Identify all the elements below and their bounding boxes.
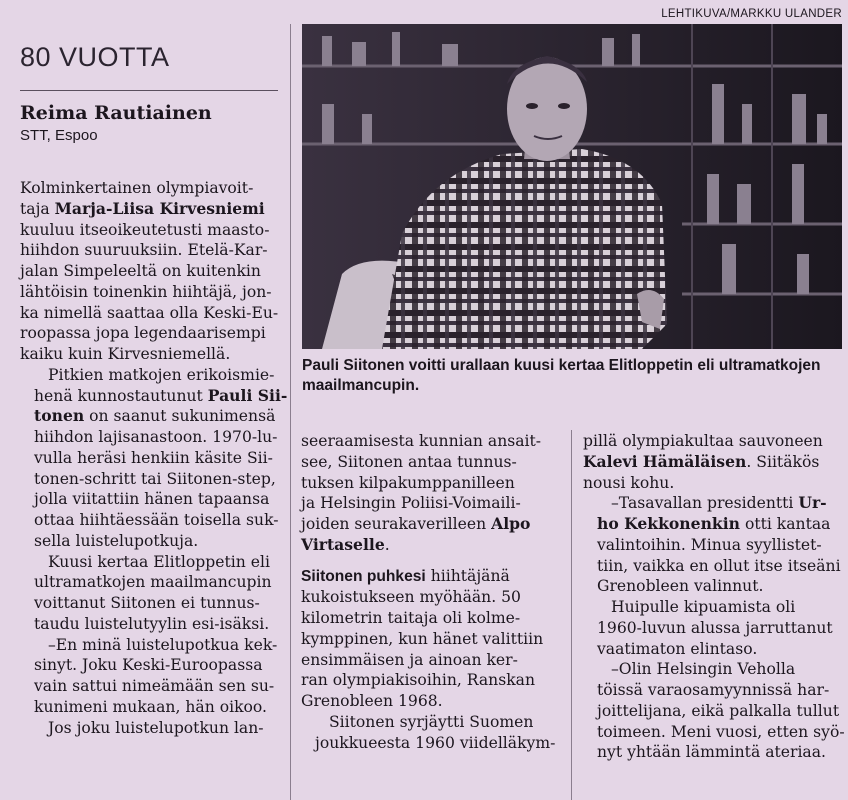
bold-name: Alpo bbox=[491, 514, 531, 533]
text-line: –En minä luistelupotkua kek- bbox=[48, 635, 278, 654]
text-line: pillä olympiakultaa sauvoneen bbox=[583, 432, 823, 450]
text-line: vulla heräsi henkiin käsite Sii- bbox=[34, 448, 273, 467]
text-line: –Olin Helsingin Veholla bbox=[611, 660, 796, 679]
text-line: nousi kohu. bbox=[583, 473, 675, 492]
kicker-rule bbox=[20, 90, 278, 91]
text-line: Grenobleen valinnut. bbox=[597, 577, 764, 596]
article-column-1 bbox=[20, 178, 288, 738]
text-line: henä kunnostautunut Pauli Sii- bbox=[34, 385, 288, 405]
text-line: seeraamisesta kunnian ansait- bbox=[301, 432, 542, 450]
text-line: ho Kekkonenkin otti kantaa bbox=[597, 514, 831, 533]
bold-name: Pauli Sii- bbox=[207, 385, 288, 405]
text-line: kaiku kuin Kirvesniemellä. bbox=[20, 345, 231, 363]
text-line: tiin, vaikka en ollut itse itseäni bbox=[597, 556, 841, 575]
text-line: roopassa jopa legendaarisempi bbox=[20, 324, 266, 343]
paragraph bbox=[20, 718, 282, 739]
text-line: kunimeni mukaan, hän oikoo. bbox=[34, 697, 267, 716]
bold-name: Ur- bbox=[798, 493, 827, 513]
text-line: ensimmäisen ja ainoan ker- bbox=[301, 650, 518, 669]
text-line: vain sattui nimeämään sen su- bbox=[34, 677, 275, 695]
text-line: tonen-schritt tai Siitonen-step, bbox=[34, 469, 276, 488]
article-column-3 bbox=[583, 431, 845, 763]
text-line: nyt yhtään lämmintä ateriaa. bbox=[597, 743, 826, 762]
text-line: ja Helsingin Poliisi-Voimaili- bbox=[301, 494, 521, 513]
text-line: ultramatkojen maailmancupin bbox=[34, 573, 272, 592]
photo-caption: Pauli Siitonen voitti urallaan kuusi kertaa Elitloppetin eli ultramatkojen maailmancupin. bbox=[302, 357, 821, 394]
text-line: kymppinen, kun hänet valittiin bbox=[301, 629, 544, 648]
text-line: 1960-luvun alussa jarruttanut bbox=[597, 618, 833, 637]
text-line: ottaa hiihtäessään toisella suk- bbox=[34, 511, 279, 529]
text-line: kilometrin taitaja oli kolme- bbox=[301, 609, 521, 627]
text-line: taja Marja-Liisa Kirvesniemi bbox=[20, 198, 265, 218]
text-line: tuksen kilpakumppanilleen bbox=[301, 473, 515, 492]
author-name: Reima Rautiainen bbox=[20, 102, 212, 124]
paragraph bbox=[583, 493, 841, 597]
text-line: joukkueesta 1960 viidelläkym- bbox=[315, 733, 556, 752]
text-line: kukoistukseen myöhään. 50 bbox=[301, 588, 521, 607]
text-line: –Tasavallan presidentti Ur- bbox=[611, 493, 827, 513]
text-line: jolla viitattiin hänen tapaansa bbox=[34, 490, 270, 509]
section-kicker: 80 VUOTTA bbox=[20, 42, 170, 72]
paragraph bbox=[20, 178, 282, 365]
paragraph bbox=[583, 597, 841, 659]
text-line: sinyt. Joku Keski-Euroopassa bbox=[34, 656, 263, 675]
bold-name: ho Kekkonenkin bbox=[597, 514, 740, 533]
text-line: lähtöisin toinenkin hiihtäjä, jon- bbox=[20, 282, 272, 301]
text-line: Kolminkertainen olympiavoit- bbox=[20, 179, 254, 197]
text-line: valintoihin. Minua syyllistet- bbox=[597, 535, 822, 554]
dateline: STT, Espoo bbox=[20, 127, 98, 144]
text-line: see, Siitonen antaa tunnus- bbox=[301, 452, 517, 471]
bold-name: tonen bbox=[34, 406, 85, 426]
paragraph bbox=[20, 635, 282, 718]
bold-name: Kalevi Hämäläisen bbox=[583, 451, 747, 471]
text-line: kuuluu itseoikeutetusti maasto- bbox=[20, 220, 270, 239]
text-line: Virtaselle. bbox=[301, 534, 390, 554]
text-line: tonen on saanut sukunimensä bbox=[34, 406, 276, 426]
text-line: Kuusi kertaa Elitloppetin eli bbox=[48, 552, 270, 571]
text-line: Kalevi Hämäläisen. Siitäkös bbox=[583, 451, 820, 471]
paragraph bbox=[301, 431, 559, 556]
bold-name: Virtaselle bbox=[301, 534, 385, 554]
text-line: taudu luistelutyylin esi-isäksi. bbox=[34, 614, 270, 633]
text-line: ka nimellä saattaa olla Keski-Eu- bbox=[20, 303, 279, 322]
column-divider bbox=[571, 430, 572, 800]
text-line: Pitkien matkojen erikoismie- bbox=[48, 365, 275, 384]
text-line: sella luistelupotkuja. bbox=[34, 531, 199, 550]
text-line: vaatimaton elintaso. bbox=[597, 639, 758, 658]
paragraph bbox=[301, 712, 559, 754]
paragraph bbox=[301, 566, 559, 712]
text-line: Siitonen puhkesi hiihtäjänä bbox=[301, 566, 510, 585]
photo-credit: LEHTIKUVA/MARKKU ULANDER bbox=[661, 8, 842, 20]
photo-illustration bbox=[302, 24, 842, 349]
column-divider bbox=[290, 24, 291, 800]
text-line: Siitonen syrjäytti Suomen bbox=[329, 712, 534, 731]
paragraph bbox=[20, 552, 282, 635]
text-line: hiihdon suuruuksiin. Etelä-Kar- bbox=[20, 241, 268, 260]
text-line: töissä varaosamyynnissä har- bbox=[597, 681, 830, 699]
text-line: joiden seurakaverilleen Alpo bbox=[301, 514, 531, 533]
text-line: toimeen. Meni vuosi, etten syö- bbox=[597, 722, 845, 741]
text-line: hiihdon lajisanastoon. 1970-lu- bbox=[34, 428, 278, 446]
text-line: Jos joku luistelupotkun lan- bbox=[48, 718, 264, 737]
paragraph bbox=[583, 431, 841, 493]
paragraph bbox=[20, 365, 288, 552]
text-line: ran olympiakisoihin, Ranskan bbox=[301, 671, 536, 690]
article-column-2 bbox=[301, 431, 559, 753]
text-line: joittelijana, eikä palkalla tullut bbox=[597, 701, 840, 720]
subheading: Siitonen puhkesi bbox=[301, 567, 426, 585]
text-line: Huipulle kipuamista oli bbox=[611, 598, 796, 616]
bold-name: Marja-Liisa Kirvesniemi bbox=[54, 198, 265, 218]
text-line: jalan Simpeleeltä on kuitenkin bbox=[20, 262, 261, 280]
text-line: Grenobleen 1968. bbox=[301, 692, 443, 710]
text-line: voittanut Siitonen ei tunnus- bbox=[34, 594, 260, 612]
portrait-photo bbox=[302, 24, 842, 349]
paragraph bbox=[583, 659, 845, 763]
